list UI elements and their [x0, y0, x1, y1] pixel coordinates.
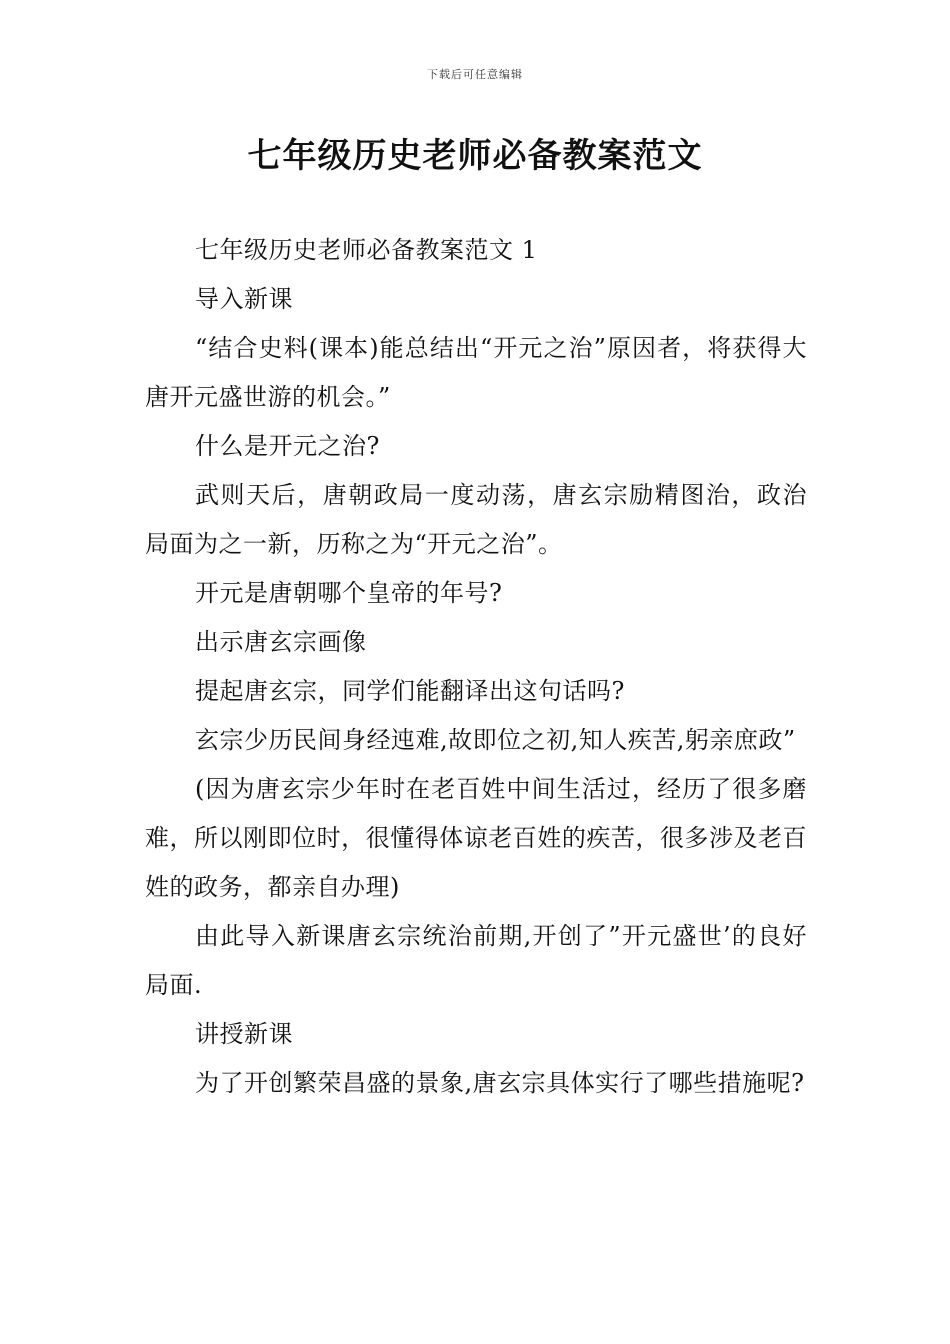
paragraph: “结合史料(课本)能总结出“开元之治”原因者，将获得大唐开元盛世游的机会。” [145, 334, 807, 411]
translation-paragraph: (因为唐玄宗少年时在老百姓中间生活过，经历了很多磨难，所以刚即位时，很懂得体谅老百姓的疾苦，很多涉及老百姓的政务，都亲自办理) [145, 775, 807, 901]
paragraph: 武则天后，唐朝政局一度动荡，唐玄宗励精图治，政治局面为之一新，历称之为“开元之治”。 [145, 481, 807, 558]
document-title: 七年级历史老师必备教案范文 [247, 136, 703, 176]
paragraph: 为了开创繁荣昌盛的景象,唐玄宗具体实行了哪些措施呢? [195, 1069, 805, 1097]
document-body [145, 226, 807, 1108]
paragraph: 由此导入新课唐玄宗统治前期,开创了”开元盛世’的良好局面. [145, 922, 807, 999]
subheading-intro: 导入新课 [195, 285, 293, 313]
section-heading: 七年级历史老师必备教案范文 1 [195, 236, 538, 264]
paragraph: 开元是唐朝哪个皇帝的年号? [195, 579, 503, 607]
quote-paragraph: 玄宗少历民间身经迍难,故即位之初,知人疾苦,躬亲庶政” [195, 726, 796, 754]
paragraph: 提起唐玄宗，同学们能翻译出这句话吗? [195, 677, 625, 705]
header-note: 下载后可任意编辑 [427, 68, 523, 81]
subheading-teaching: 讲授新课 [195, 1020, 293, 1048]
paragraph: 什么是开元之治? [195, 432, 380, 460]
paragraph: 出示唐玄宗画像 [195, 628, 367, 656]
